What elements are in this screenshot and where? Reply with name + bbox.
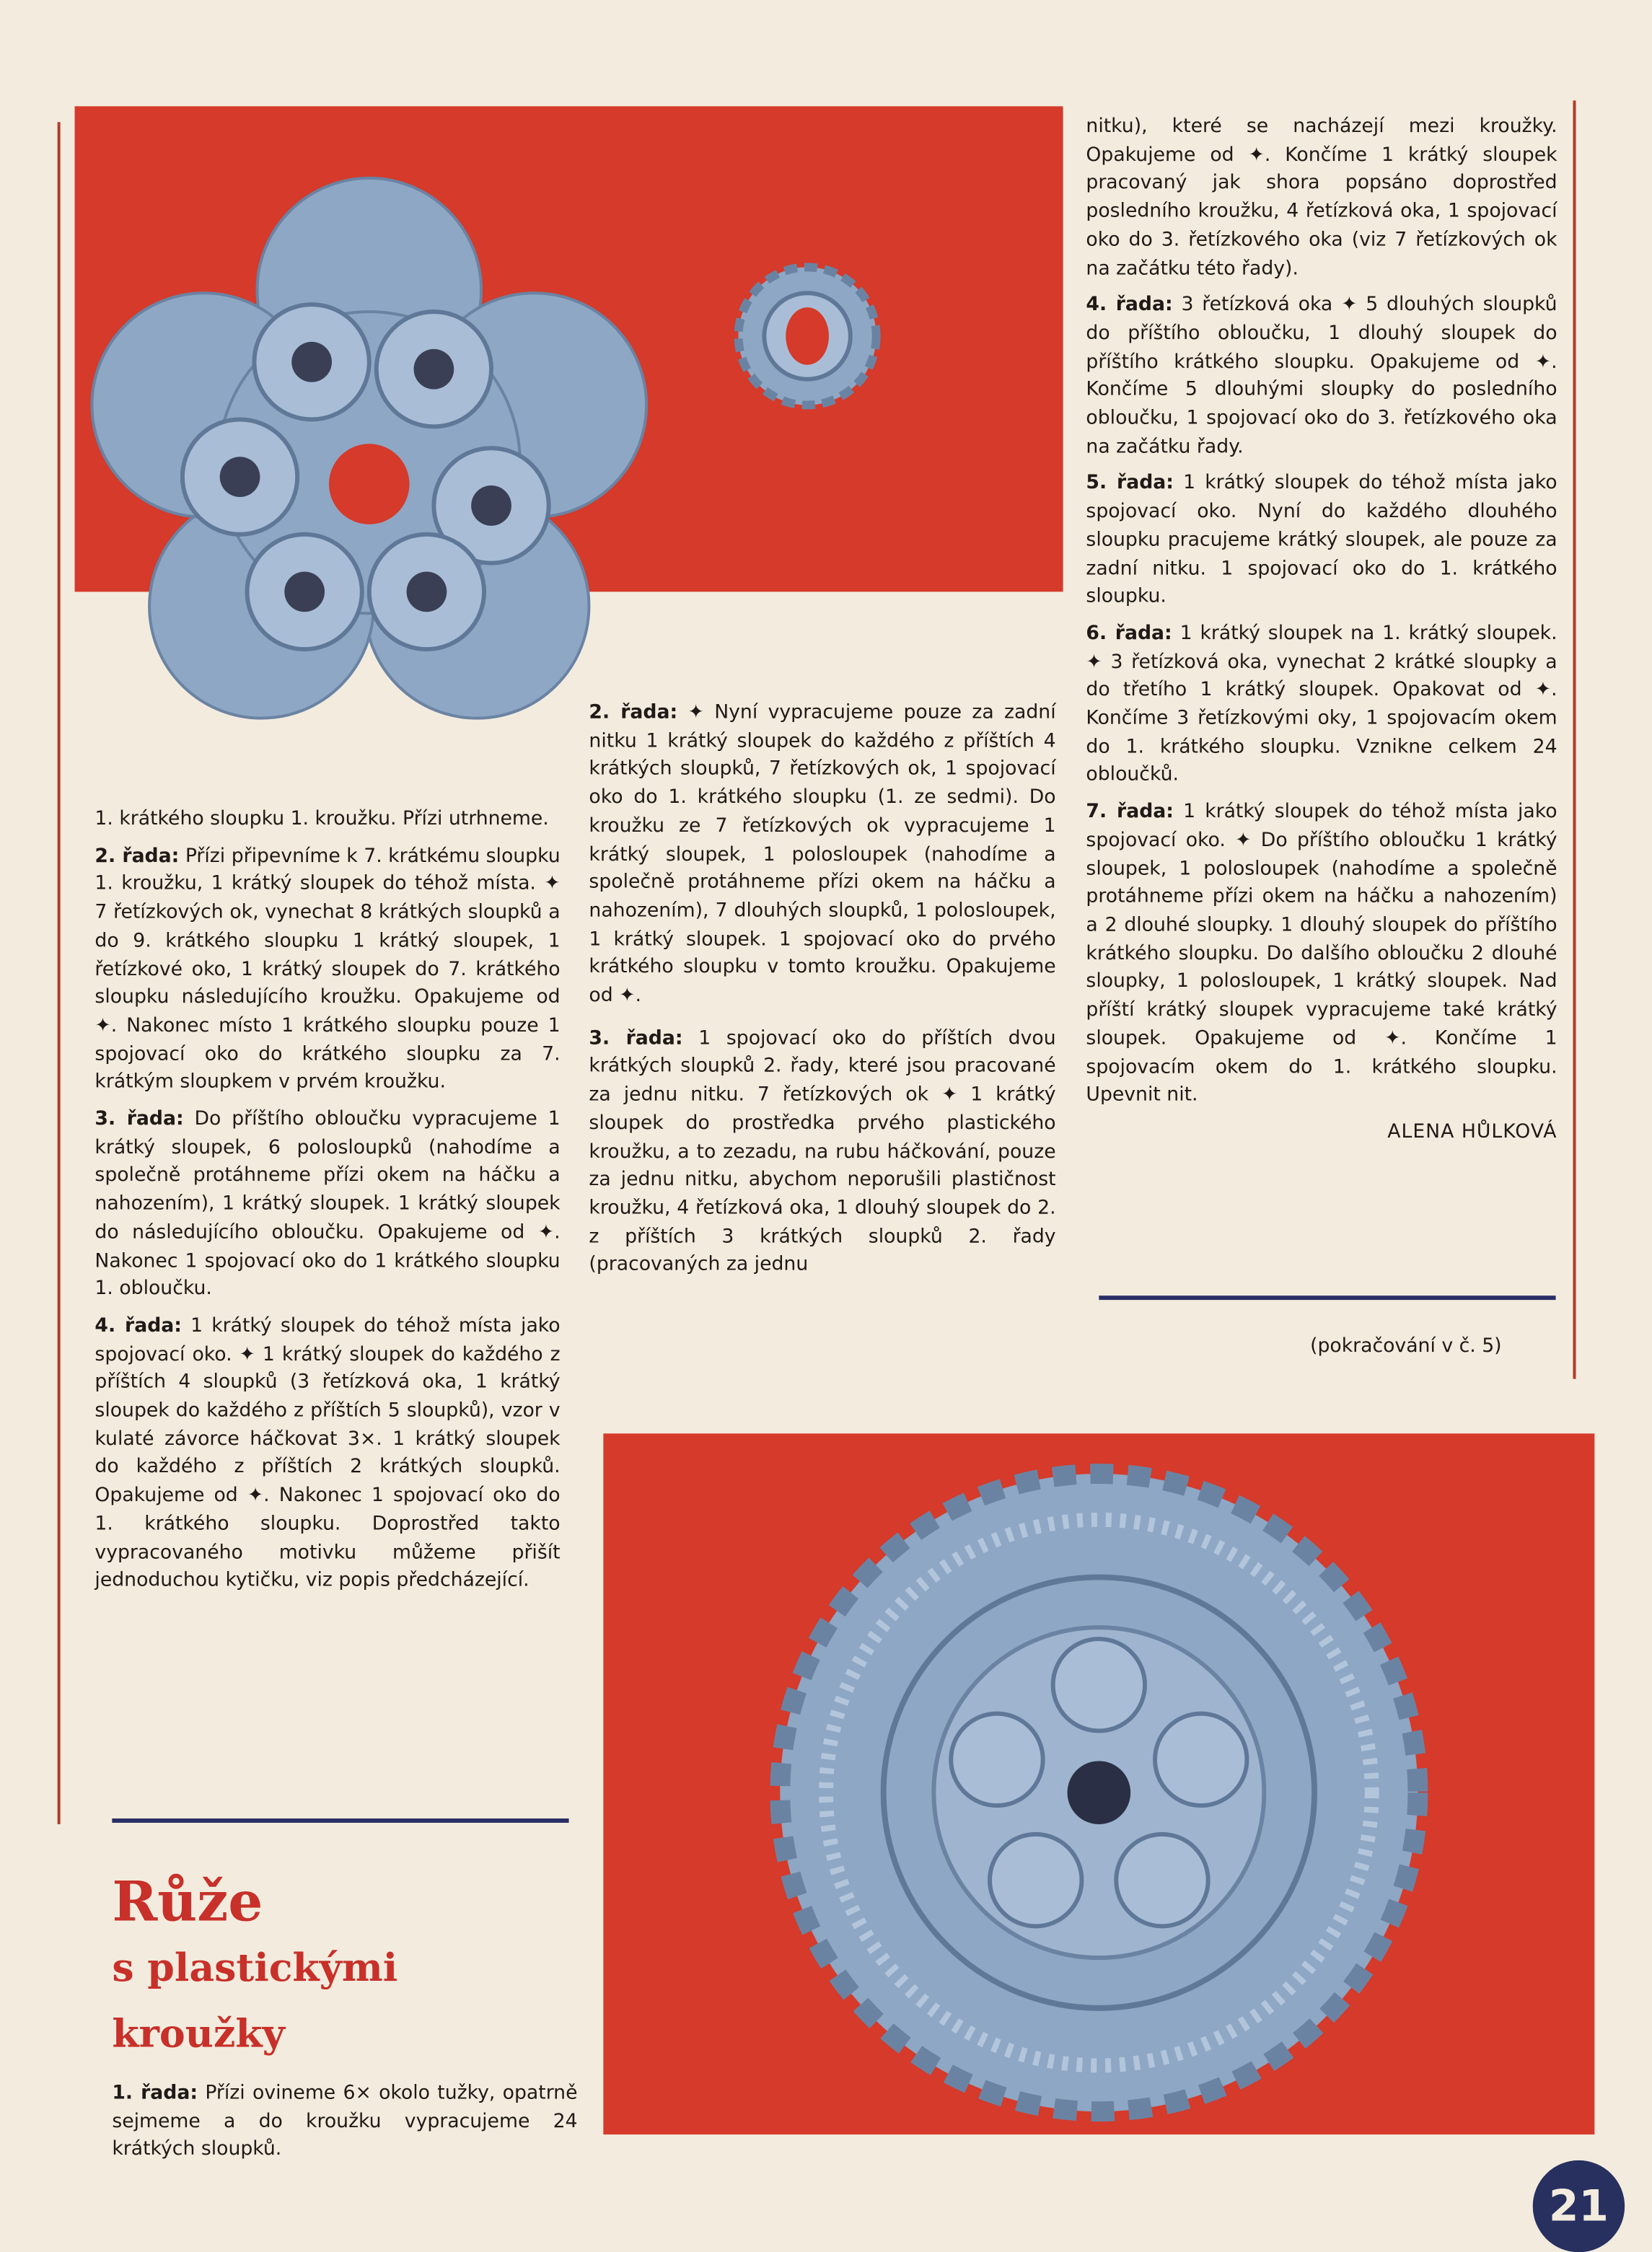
paragraph-row7 <box>1086 799 1557 1111</box>
row-text: 1 krátký sloupek do téhož místa jako spojovací oko. ✦ 1 krátký sloupek do každého z příštích 4 sloupků (3 řetízková oka, 1 krátký sloupek do každého z příštích 5 sloupků), vzor v kulaté závorce háčkovat 3×. 1 krátký sloupek do každého z příštích 2 krátkých sloupků. Opakujeme od ✦. Nakonec 1 spojovací oko do 1. krátkého sloupku. Doprostřed takto vypracovaného motivku můžeme přišít jednoduchou kytičku, viz popis předcházející. <box>95 1315 561 1592</box>
row-label: 6. řada: <box>1086 623 1172 646</box>
row-label: 2. řada: <box>589 702 678 724</box>
title-line-3: kroužky <box>112 2012 285 2057</box>
row-text: Přízi ovineme 6× okolo tužky, opatrně sejmeme a do kroužku vypracujeme 24 krátkých sloupků. <box>112 2082 578 2161</box>
paragraph-row2 <box>95 843 560 1097</box>
row-label: 3. řada: <box>95 1109 184 1131</box>
paragraph-row3 <box>589 1025 1055 1280</box>
column-rule-left <box>58 122 61 1824</box>
paragraph-row1 <box>112 2080 577 2165</box>
row-label: 5. řada: <box>1086 473 1174 495</box>
paragraph: 1. krátkého sloupku 1. kroužku. Přízi utrhneme. <box>95 809 549 830</box>
paragraph: nitku), které se nacházejí mezi kroužky. Opakujeme od ✦. Končíme 1 krátký sloupek pracovaný jak shora popsáno doprostřed posledního kroužku, 4 řetízková oka, 1 spojovací oko do 3. řetízkového oka (viz 7 řetízkových ok na začátku této řady). <box>1086 116 1557 280</box>
crochet-flower-motif <box>92 178 646 718</box>
row-text: 3 řetízková oka ✦ 5 dlouhých sloupků do příštího obloučku, 1 dlouhý sloupek do příštího krátkého sloupku. Opakujeme od ✦. Končíme 5 dlouhými sloupky do posledního obloučku, 1 spojovací oko do 3. řetízkového oka na začátku řady. <box>1086 294 1557 458</box>
continued-note: (pokračování v č. 5) <box>1310 1335 1502 1358</box>
page-number-badge: 21 <box>1533 2160 1625 2252</box>
intro-text <box>112 2080 577 2173</box>
crochet-small-ring <box>739 267 876 405</box>
row-label: 1. řada: <box>112 2082 198 2105</box>
divider-right <box>1099 1296 1555 1300</box>
bottom-photo <box>603 1433 1594 2134</box>
title-line-2: s plastickými <box>112 1946 398 1991</box>
column-middle-text <box>589 700 1055 1289</box>
article-title <box>112 1868 397 2069</box>
row-label: 7. řada: <box>1086 801 1174 824</box>
row-text: ✦ Nyní vypracujeme pouze za zadní nitku 1 krátký sloupek do každého z příštích 4 krátkých sloupků, 7 řetízkových ok, 1 spojovací oko do 1. krátkého sloupku (1. ze sedmi). Do kroužku ze 7 řetízkových ok vypracujeme 1 krátký sloupek, 1 polosloupek (nahodíme a společně protáhneme přízi okem na háčku a nahozením), 7 dlouhých sloupků, 1 polosloupek, 1 krátký sloupek. 1 spojovací oko do prvého krátkého sloupku v tomto kroužku. Opakujeme od ✦. <box>589 702 1056 1007</box>
paragraph-row4 <box>95 1313 560 1596</box>
row-text: 1 krátký sloupek na 1. krátký sloupek. ✦ 3 řetízková oka, vynechat 2 krátké sloupky a do třetího 1 krátký sloupek. Opakovat od ✦. Končíme 3 řetízkovými oky, 1 spojovacím okem do 1. krátkého sloupku. Vznikne celkem 24 obloučků. <box>1086 623 1557 787</box>
row-label: 2. řada: <box>95 845 180 868</box>
row-text: Přízi připevníme k 7. krátkému sloupku 1. kroužku, 1 krátký sloupek do téhož místa. ✦ 7 řetízkových ok, vynechat 8 krátkých sloupků a do 9. krátkého sloupku 1 krátký sloupek, 1 řetízkové oko, 1 krátký sloupek do 7. krátkého sloupku následujícího kroužku. Opakujeme od ✦. Nakonec místo 1 krátkého sloupku pouze 1 spojovací oko do krátkého sloupku za 7. krátkým sloupkem v prvém kroužku. <box>95 845 561 1094</box>
paragraph-row2 <box>589 700 1055 1011</box>
row-label: 4. řada: <box>95 1315 182 1337</box>
column-rule-right <box>1573 100 1576 1378</box>
row-label: 3. řada: <box>589 1028 683 1050</box>
divider-left <box>112 1818 568 1823</box>
paragraph-row6 <box>1086 620 1557 790</box>
title-line-1: Růže <box>112 1868 263 1934</box>
row-text: 1 krátký sloupek do téhož místa jako spojovací oko. ✦ Do příštího obloučku 1 krátký sloupek, 1 polosloupek (nahodíme a společně protáhneme přízi okem na háčku a nahozením) a 2 dlouhé sloupky. 1 dlouhý sloupek do příštího krátkého sloupku. Do dalšího obloučku 2 dlouhé sloupky, 1 polosloupek, 1 krátký sloupek. Nad příští krátký sloupek vypracujeme také krátký sloupek. Opakujeme od ✦. Končíme 1 spojovacím okem do 1. krátkého sloupku. Upevnit nit. <box>1086 801 1557 1107</box>
column-left-text <box>95 806 560 1604</box>
row-text: 1 spojovací oko do příštích dvou krátkých sloupků 2. řady, které jsou pracované za jednu nitku. 7 řetízkových ok ✦ 1 krátký sloupek do prostředka prvého plastického kroužku, a to zezadu, na rubu háčkování, pouze za jednu nitku, abychom neporušili plastičnost kroužku, 4 řetízková oka, 1 dlouhý sloupek do 2. z příštích 3 krátkých sloupků 2. řady (pracovaných za jednu <box>589 1028 1056 1276</box>
top-photo-art <box>75 106 1063 723</box>
paragraph-row5 <box>1086 470 1557 612</box>
row-text: 1 krátký sloupek do téhož místa jako spojovací oko. Nyní do každého dlouhého sloupku pracujeme krátký sloupek, ale pouze za zadní nitku. 1 spojovací oko do 1. krátkého sloupku. <box>1086 473 1557 608</box>
row-label: 4. řada: <box>1086 294 1173 317</box>
row-text: Do příštího obloučku vypracujeme 1 krátký sloupek, 6 polosloupků (nahodíme a společně protáhneme přízi okem na háčku a nahozením), 1 krátký sloupek. 1 krátký sloupek do následujícího obloučku. Opakujeme od ✦. Nakonec 1 spojovací oko do 1 krátkého sloupku 1. obloučku. <box>95 1109 561 1301</box>
paragraph-row4 <box>1086 292 1557 462</box>
paragraph-row3 <box>95 1106 560 1304</box>
column-right-text <box>1086 113 1557 1147</box>
author-name: ALENA HŮLKOVÁ <box>1387 1122 1557 1143</box>
crochet-doily <box>603 1433 1594 2134</box>
